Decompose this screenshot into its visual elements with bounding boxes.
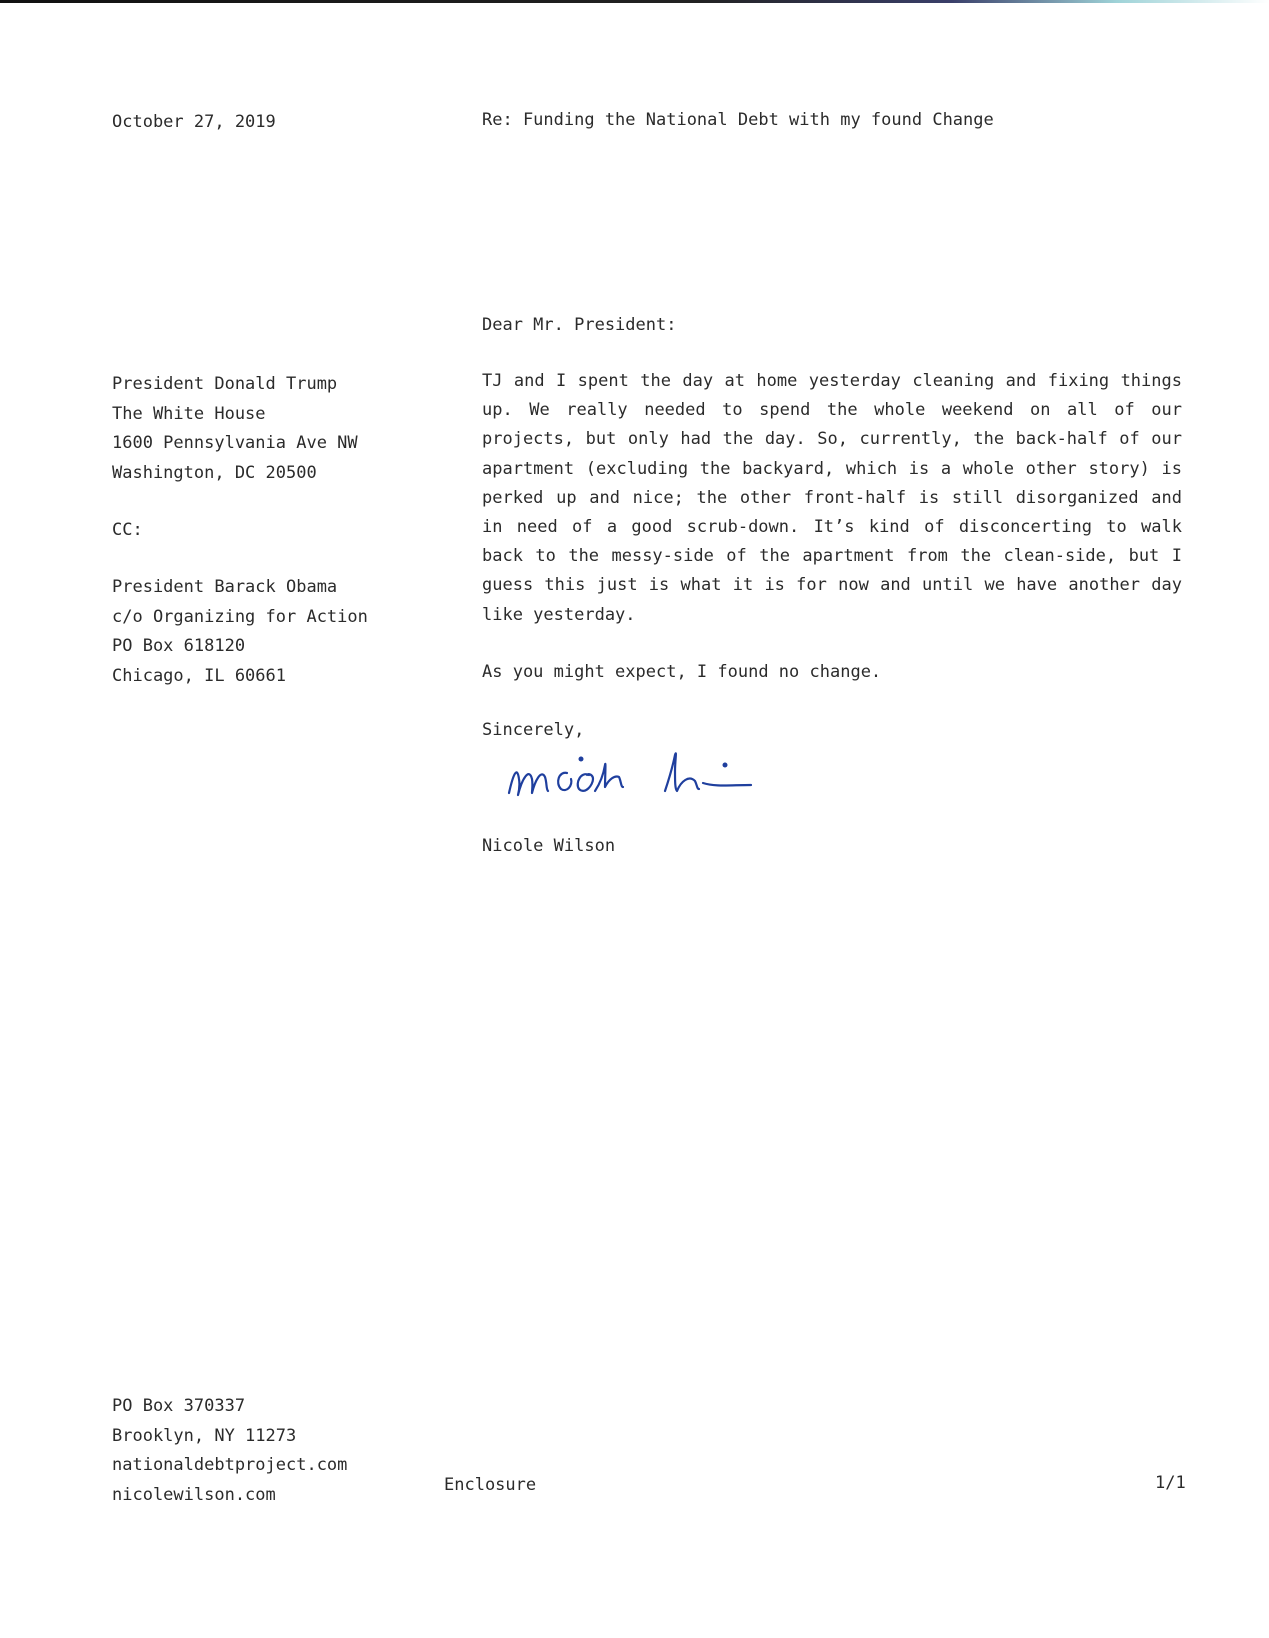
footer-address [112, 1392, 347, 1510]
cc-recipient-line: c/o Organizing for Action [112, 606, 368, 627]
cc-label [112, 516, 143, 546]
recipient-name: President Donald Trump [112, 374, 338, 394]
cc-label-text: CC: [112, 520, 143, 540]
cc-recipient-line: Chicago, IL 60661 [112, 665, 286, 686]
footer-line: Brooklyn, NY 11273 [112, 1425, 297, 1446]
signer-name: Nicole Wilson [482, 836, 616, 856]
letter-date: October 27, 2019 [112, 112, 276, 132]
recipient-line: 1600 Pennsylvania Ave NW [112, 433, 358, 453]
page-number: 1/1 [1155, 1473, 1186, 1493]
cc-recipient-line: PO Box 618120 [112, 636, 246, 656]
cc-recipient-address [112, 573, 368, 691]
recipient-line: Washington, DC 20500 [112, 462, 317, 483]
footer-website: nicolewilson.com [112, 1484, 276, 1505]
enclosure-note: Enclosure [444, 1475, 537, 1495]
letter-body: TJ and I spent the day at home yesterday cleaning and fixing things up. We really needed to spend the whole weekend on all of our projects, but only had the day. So, currently, the back-half of our apartment (excluding the backyard, which is a whole other story) is perked up and nice; the other front-half is still disorganized and in need of a good scrub-down. It’s kind of disconcerting to walk back to the messy-side of the apartment from the clean-side, but I guess this just is what it is for now and until we have another day like yesterday. [482, 371, 1182, 625]
letter-subject: Re: Funding the National Debt with my found Change [482, 110, 994, 130]
handwritten-signature [505, 735, 765, 815]
closing-paragraph: As you might expect, I found no change. [482, 662, 882, 682]
salutation: Dear Mr. President: [482, 315, 677, 335]
cc-recipient-name: President Barack Obama [112, 577, 338, 597]
footer-line: PO Box 370337 [112, 1396, 246, 1416]
recipient-line: The White House [112, 403, 266, 424]
signoff: Sincerely, [482, 720, 585, 740]
recipient-address [112, 370, 358, 488]
scan-edge [0, 0, 1269, 3]
footer-website: nationaldebtproject.com [112, 1455, 348, 1475]
